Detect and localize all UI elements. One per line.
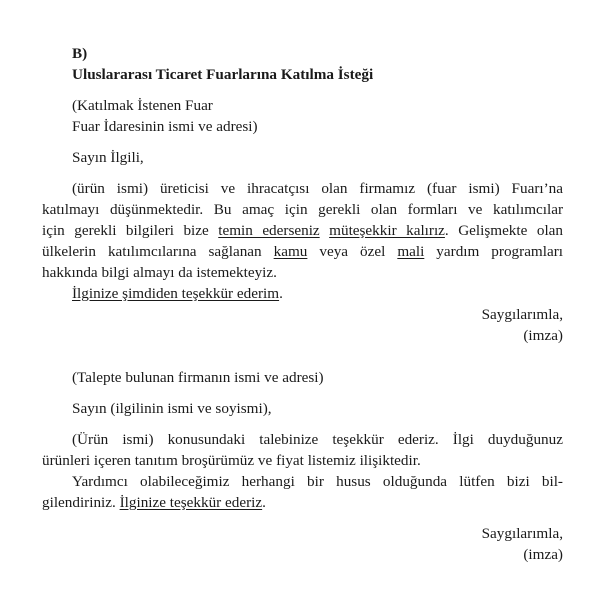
letter1-paragraph2: İlginize şimdiden teşekkür ederim. [72, 285, 283, 302]
letter2-address: (Talepte bulunan firmanın ismi ve adresi) [72, 369, 324, 386]
letter1-address-line1: (Katılmak İstenen Fuar [72, 97, 213, 114]
letter2-paragraph2-line1: Yardımcı olabileceğimiz herhangi bir husus olduğunda lütfen bizi bil- [72, 473, 563, 490]
letter2-paragraph1-line1: (Ürün ismi) konusundaki talebinize teşekkür ederiz. İlgi duyduğunuz [72, 431, 563, 448]
letter2-closing: Saygılarımla, [481, 525, 563, 542]
underlined-phrase: temin ederseniz [218, 222, 320, 239]
letter1-address-line2: Fuar İdaresinin ismi ve adresi) [72, 118, 258, 135]
letter1-signature: (imza) [523, 327, 563, 344]
letter2-salutation: Sayın (ilgilinin ismi ve soyismi), [72, 400, 272, 417]
letter2-paragraph2-line2: gilendiriniz. İlginize teşekkür ederiz. [42, 494, 266, 511]
underlined-word: kamu [273, 243, 308, 260]
letter1-paragraph1-line4: ülkelerin katılımcılarına sağlanan kamu veya özel mali yardım programları [42, 243, 563, 260]
letter1-paragraph1-line3: için gerekli bilgileri bize temin ederseniz müteşekkir kalırız. Gelişmekte olan [42, 222, 563, 239]
underlined-phrase: İlginize teşekkür ederiz [119, 494, 263, 511]
letter2-paragraph1-line2: ürünleri içeren tanıtım broşürümüz ve fiyat listemiz ilişiktedir. [42, 452, 421, 469]
letter1-title: Uluslararası Ticaret Fuarlarına Katılma İsteği [72, 66, 374, 83]
underlined-phrase: İlginize şimdiden teşekkür ederim [72, 285, 280, 302]
section-label: B) [72, 45, 88, 62]
letter1-paragraph1-line5: hakkında bilgi almayı da istemekteyiz. [42, 264, 277, 281]
underlined-word: mali [397, 243, 425, 260]
underlined-phrase: müteşekkir kalırız [329, 222, 445, 239]
letter1-paragraph1-line1: (ürün ismi) üreticisi ve ihracatçısı olan firmamız (fuar ismi) Fuarı’na [72, 180, 563, 197]
letter1-salutation: Sayın İlgili, [72, 149, 144, 166]
letter1-paragraph1-line2: katılmayı düşünmektedir. Bu amaç için gerekli olan formları ve katılımcılar [42, 201, 563, 218]
letter2-signature: (imza) [523, 546, 563, 563]
letter1-closing: Saygılarımla, [481, 306, 563, 323]
